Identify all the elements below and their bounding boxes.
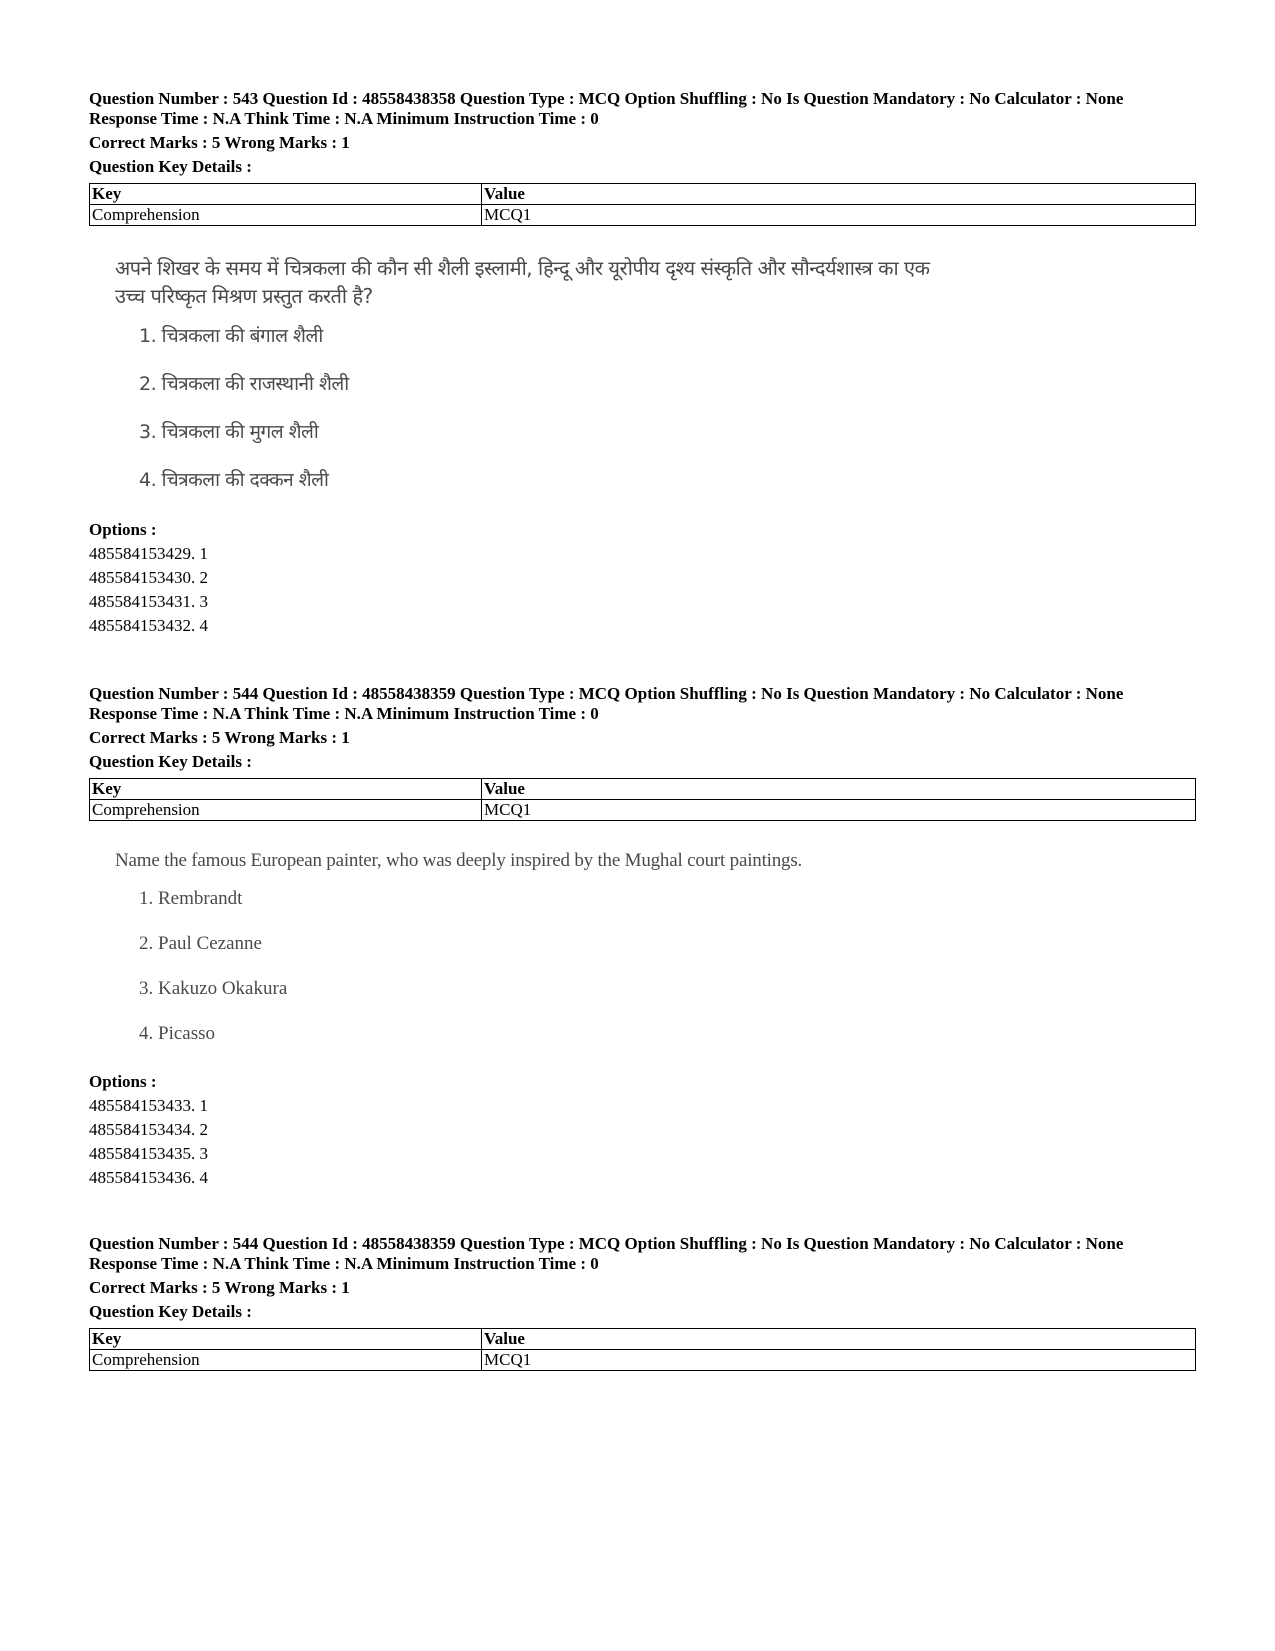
table-cell-key: Comprehension bbox=[90, 1350, 482, 1371]
question-text-line: अपने शिखर के समय में चित्रकला की कौन सी शैली इस्लामी, हिन्दू और यूरोपीय दृश्य संस्कृति और सौन्दर्यशास्त्र का एक bbox=[115, 256, 930, 280]
question-timing-line: Response Time : N.A Think Time : N.A Minimum Instruction Time : 0 bbox=[89, 704, 599, 723]
option-item: 485584153436. 4 bbox=[89, 1168, 208, 1187]
question-timing-line: Response Time : N.A Think Time : N.A Minimum Instruction Time : 0 bbox=[89, 109, 599, 128]
question-marks: Correct Marks : 5 Wrong Marks : 1 bbox=[89, 133, 350, 152]
option-item: 485584153431. 3 bbox=[89, 592, 208, 611]
options-label: Options : bbox=[89, 520, 157, 539]
question-image bbox=[115, 254, 1196, 492]
table-row bbox=[90, 800, 1196, 821]
question-choice: 2. Paul Cezanne bbox=[139, 933, 262, 954]
table-header-row bbox=[90, 779, 1196, 800]
question-text-line: उच्च परिष्कृत मिश्रण प्रस्तुत करती है? bbox=[115, 284, 373, 308]
question-choice: 4. चित्रकला की दक्कन शैली bbox=[139, 469, 329, 491]
option-item: 485584153430. 2 bbox=[89, 568, 208, 587]
question-choice: 3. चित्रकला की मुगल शैली bbox=[139, 421, 319, 443]
question-choice: 3. Kakuzo Okakura bbox=[139, 978, 288, 999]
options-list bbox=[89, 518, 1196, 638]
question-key-details-label: Question Key Details : bbox=[89, 157, 252, 176]
table-header-key: Key bbox=[90, 779, 482, 800]
option-item: 485584153434. 2 bbox=[89, 1120, 208, 1139]
table-row bbox=[90, 1350, 1196, 1371]
table-row bbox=[90, 205, 1196, 226]
table-cell-value: MCQ1 bbox=[482, 205, 1196, 226]
options-label: Options : bbox=[89, 1072, 157, 1091]
question-block-543 bbox=[89, 89, 1196, 638]
table-header-key: Key bbox=[90, 1329, 482, 1350]
question-marks: Correct Marks : 5 Wrong Marks : 1 bbox=[89, 728, 350, 747]
table-header-key: Key bbox=[90, 184, 482, 205]
table-header-row bbox=[90, 1329, 1196, 1350]
option-item: 485584153432. 4 bbox=[89, 616, 208, 635]
table-header-row bbox=[90, 184, 1196, 205]
question-timing-line: Response Time : N.A Think Time : N.A Minimum Instruction Time : 0 bbox=[89, 1254, 599, 1273]
question-text-line: Name the famous European painter, who was deeply inspired by the Mughal court paintings. bbox=[115, 850, 803, 871]
question-choice: 1. चित्रकला की बंगाल शैली bbox=[139, 325, 323, 347]
option-item: 485584153433. 1 bbox=[89, 1096, 208, 1115]
question-key-table bbox=[89, 1328, 1196, 1371]
question-image bbox=[115, 847, 1196, 1046]
question-block-544-repeat bbox=[89, 1234, 1196, 1371]
question-choice: 4. Picasso bbox=[139, 1023, 215, 1044]
question-meta-line: Question Number : 544 Question Id : 48558438359 Question Type : MCQ Option Shuffling : No Is Question Mandatory : No Calculator : None bbox=[89, 1234, 1124, 1253]
table-header-value: Value bbox=[482, 184, 1196, 205]
option-item: 485584153435. 3 bbox=[89, 1144, 208, 1163]
question-meta-line: Question Number : 543 Question Id : 48558438358 Question Type : MCQ Option Shuffling : No Is Question Mandatory : No Calculator : None bbox=[89, 89, 1124, 108]
table-cell-value: MCQ1 bbox=[482, 1350, 1196, 1371]
option-item: 485584153429. 1 bbox=[89, 544, 208, 563]
question-key-table bbox=[89, 778, 1196, 821]
question-key-table bbox=[89, 183, 1196, 226]
question-block-544 bbox=[89, 684, 1196, 1190]
question-meta-line: Question Number : 544 Question Id : 48558438359 Question Type : MCQ Option Shuffling : No Is Question Mandatory : No Calculator : None bbox=[89, 684, 1124, 703]
question-marks: Correct Marks : 5 Wrong Marks : 1 bbox=[89, 1278, 350, 1297]
table-header-value: Value bbox=[482, 1329, 1196, 1350]
table-cell-value: MCQ1 bbox=[482, 800, 1196, 821]
options-list bbox=[89, 1070, 1196, 1190]
question-choice: 1. Rembrandt bbox=[139, 888, 243, 909]
table-cell-key: Comprehension bbox=[90, 205, 482, 226]
question-choice: 2. चित्रकला की राजस्थानी शैली bbox=[139, 373, 349, 395]
table-header-value: Value bbox=[482, 779, 1196, 800]
question-key-details-label: Question Key Details : bbox=[89, 1302, 252, 1321]
table-cell-key: Comprehension bbox=[90, 800, 482, 821]
question-key-details-label: Question Key Details : bbox=[89, 752, 252, 771]
